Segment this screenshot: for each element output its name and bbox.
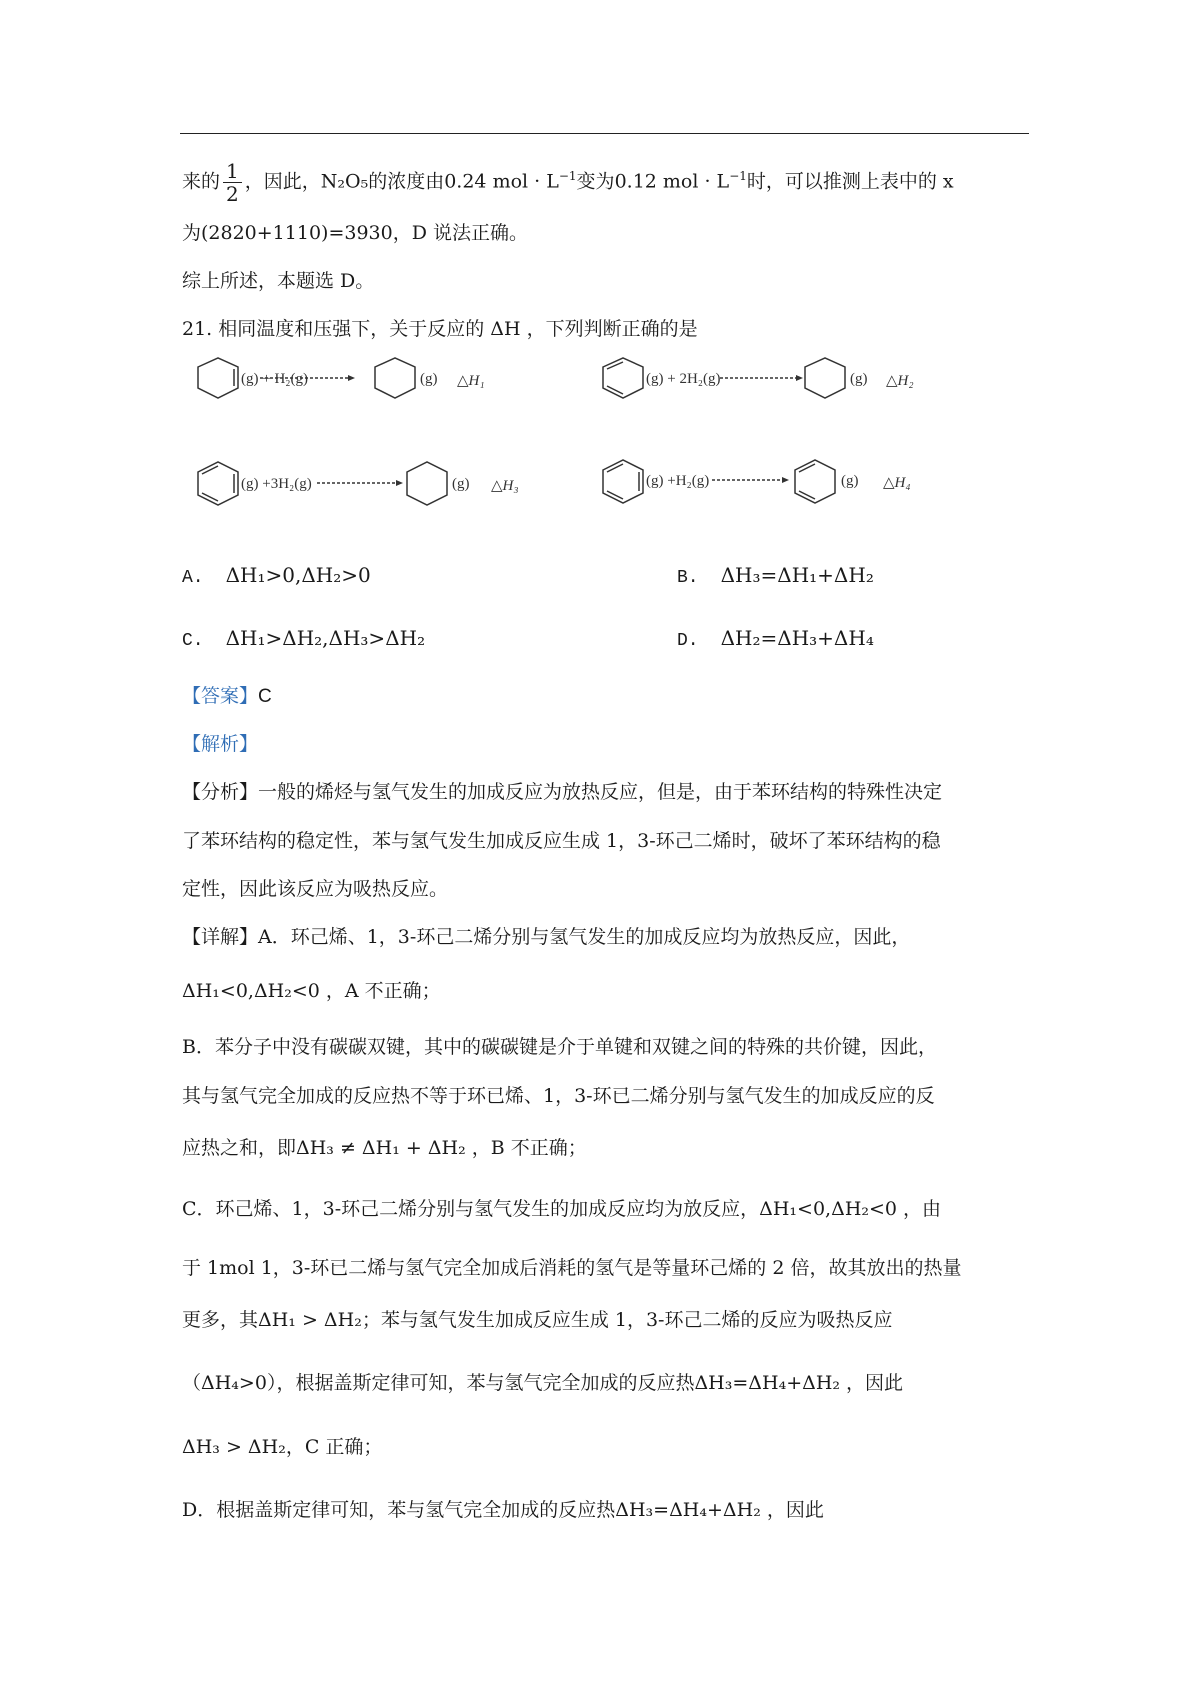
detail-c-line-1 bbox=[182, 1196, 941, 1222]
detail-b-line-1: B．苯分子中没有碳碳双键，其中的碳碳键是介于单键和双键之间的特殊的共价键，因此， bbox=[182, 1036, 937, 1058]
detail-text: ，因此 bbox=[760, 1499, 824, 1521]
answer-tag: 【答案】 bbox=[182, 685, 259, 707]
detail-c-line-5 bbox=[182, 1434, 382, 1460]
cyclohexadiene-ring bbox=[795, 460, 835, 503]
detail-b-line-2: 其与氢气完全加成的反应热不等于环已烯、1，3-环已二烯分别与氢气发生的加成反应的反 bbox=[182, 1085, 935, 1107]
intro-text: ，因此， bbox=[244, 170, 321, 193]
option-text: ΔH₁>0,ΔH₂>0 bbox=[225, 563, 371, 587]
math-expression: ΔH₃ ≠ ΔH₁ + ΔH₂ bbox=[296, 1137, 466, 1159]
answer-value: C bbox=[258, 686, 272, 707]
intro-text: 来的 bbox=[182, 170, 221, 193]
reaction-2-product: (g) bbox=[850, 371, 868, 387]
detail-a-line-1: 【详解】A．环己烯、1，3-环己二烯分别与氢气发生的加成反应均为放热反应，因此， bbox=[182, 926, 911, 948]
math-expression: ΔH₃=ΔH₄+ΔH₂ bbox=[694, 1372, 841, 1394]
reaction-3-product: (g) bbox=[452, 476, 470, 492]
fraction-denominator: 2 bbox=[226, 182, 239, 206]
concentration-initial: 0.24 mol · L bbox=[444, 170, 559, 193]
detail-text: ），根据盖斯定律可知，苯与氢气完全加成的反应热 bbox=[266, 1372, 695, 1394]
detail-c-line-2: 于 1mol 1，3-环已二烯与氢气完全加成后消耗的氢气是等量环己烯的 2 倍，故其放出的热量 bbox=[182, 1257, 962, 1279]
detail-a-line-2 bbox=[182, 978, 441, 1004]
option-letter: D. bbox=[677, 631, 699, 651]
answer-line bbox=[182, 683, 272, 710]
concentration-final: 0.12 mol · L bbox=[614, 170, 730, 193]
option-b bbox=[677, 563, 874, 588]
intro-line-3: 综上所述，本题选 D。 bbox=[182, 270, 375, 292]
intro-line-2: 为(2820+1110)=3930，D 说法正确。 bbox=[182, 222, 528, 244]
detail-d-line-1 bbox=[182, 1497, 824, 1523]
benzene-ring bbox=[198, 462, 238, 505]
cyclohexene-ring bbox=[198, 358, 238, 398]
reaction-scheme bbox=[180, 355, 940, 535]
question-stem: 21. 相同温度和压强下，关于反应的 ΔH ，下列判断正确的是 bbox=[182, 318, 698, 340]
option-text: ΔH₁>ΔH₂,ΔH₃>ΔH₂ bbox=[225, 626, 426, 650]
reaction-2-reactants: (g) + 2H₂(g) bbox=[646, 371, 721, 387]
reaction-1-product: (g) bbox=[420, 371, 438, 387]
detail-text: ；苯与氢气发生加成反应生成 1，3-环己二烯的反应为吸热反应 bbox=[361, 1309, 893, 1331]
cyclohexane-ring bbox=[805, 358, 845, 398]
detail-text: （ bbox=[182, 1372, 202, 1394]
option-a bbox=[182, 563, 371, 588]
analysis-tag: 【解析】 bbox=[182, 733, 259, 755]
option-letter: C. bbox=[182, 631, 204, 651]
analysis-line-1: 【分析】一般的烯烃与氢气发生的加成反应为放热反应，但是，由于苯环结构的特殊性决定 bbox=[182, 781, 943, 803]
option-text: ΔH₃=ΔH₁+ΔH₂ bbox=[720, 563, 874, 587]
math-expression: ΔH₄>0 bbox=[201, 1372, 267, 1394]
cyclohexane-ring bbox=[375, 358, 415, 398]
analysis-line-2: 了苯环结构的稳定性，苯与氢气发生加成反应生成 1，3-环己二烯时，破坏了苯环结构的稳 bbox=[182, 830, 941, 852]
option-text: ΔH₂=ΔH₃+ΔH₄ bbox=[720, 626, 874, 650]
cyclohexadiene-ring bbox=[603, 358, 643, 398]
detail-text: D．根据盖斯定律可知，苯与氢气完全加成的反应热 bbox=[182, 1499, 616, 1521]
cyclohexane-ring bbox=[407, 462, 447, 505]
option-d bbox=[677, 626, 874, 651]
detail-text: 更多，其 bbox=[182, 1309, 259, 1331]
detail-b-line-3 bbox=[182, 1135, 587, 1161]
detail-text: 应热之和，即 bbox=[182, 1137, 297, 1159]
option-letter: B. bbox=[677, 568, 699, 588]
detail-c-line-4 bbox=[182, 1370, 903, 1396]
detail-c-line-3 bbox=[182, 1307, 892, 1333]
intro-line-1 bbox=[182, 160, 954, 205]
option-c bbox=[182, 626, 425, 651]
detail-text: C．环己烯、1，3-环己二烯分别与氢气发生的加成反应均为放反应， bbox=[182, 1198, 760, 1220]
intro-text: 时，可以推测上表中的 x bbox=[746, 170, 954, 193]
detail-text: ，C 正确； bbox=[285, 1436, 383, 1458]
fraction-numerator: 1 bbox=[223, 160, 242, 183]
intro-text: 的浓度由 bbox=[368, 170, 445, 193]
detail-text: ，B 不正确； bbox=[465, 1137, 587, 1159]
reaction-1-dh: △H₁ bbox=[457, 373, 485, 389]
math-expression: ΔH₃=ΔH₄+ΔH₂ bbox=[615, 1499, 761, 1521]
detail-text: ，由 bbox=[897, 1198, 942, 1220]
formula-n2o5: N₂O₅ bbox=[320, 170, 369, 193]
math-expression: ΔH₃ > ΔH₂ bbox=[182, 1436, 286, 1458]
detail-text: ，因此 bbox=[840, 1372, 904, 1394]
benzene-ring bbox=[603, 460, 643, 503]
intro-text: 变为 bbox=[576, 170, 615, 193]
math-expression: ΔH₁ > ΔH₂ bbox=[258, 1309, 362, 1331]
reaction-4-reactants: (g) +H₂(g) bbox=[646, 473, 710, 489]
math-expression: ΔH₁<0,ΔH₂<0 bbox=[759, 1198, 898, 1220]
fraction-one-half bbox=[223, 160, 242, 205]
reaction-2-dh: △H₂ bbox=[886, 373, 914, 389]
option-letter: A. bbox=[182, 568, 204, 588]
math-expression: ΔH₁<0,ΔH₂<0 bbox=[182, 980, 320, 1002]
analysis-line-3: 定性，因此该反应为吸热反应。 bbox=[182, 878, 449, 900]
reaction-4-dh: △H₄ bbox=[883, 475, 911, 491]
reaction-1-reactants: (g) + H₂(g) bbox=[241, 371, 309, 387]
detail-text: ，A 不正确； bbox=[319, 980, 441, 1002]
unit-exponent: −1 bbox=[729, 169, 747, 184]
header-rule bbox=[180, 133, 1029, 134]
reaction-3-dh: △H₃ bbox=[491, 478, 519, 494]
reaction-4-product: (g) bbox=[841, 473, 859, 489]
reaction-3-reactants: (g) +3H₂(g) bbox=[241, 476, 312, 492]
unit-exponent: −1 bbox=[558, 169, 577, 184]
